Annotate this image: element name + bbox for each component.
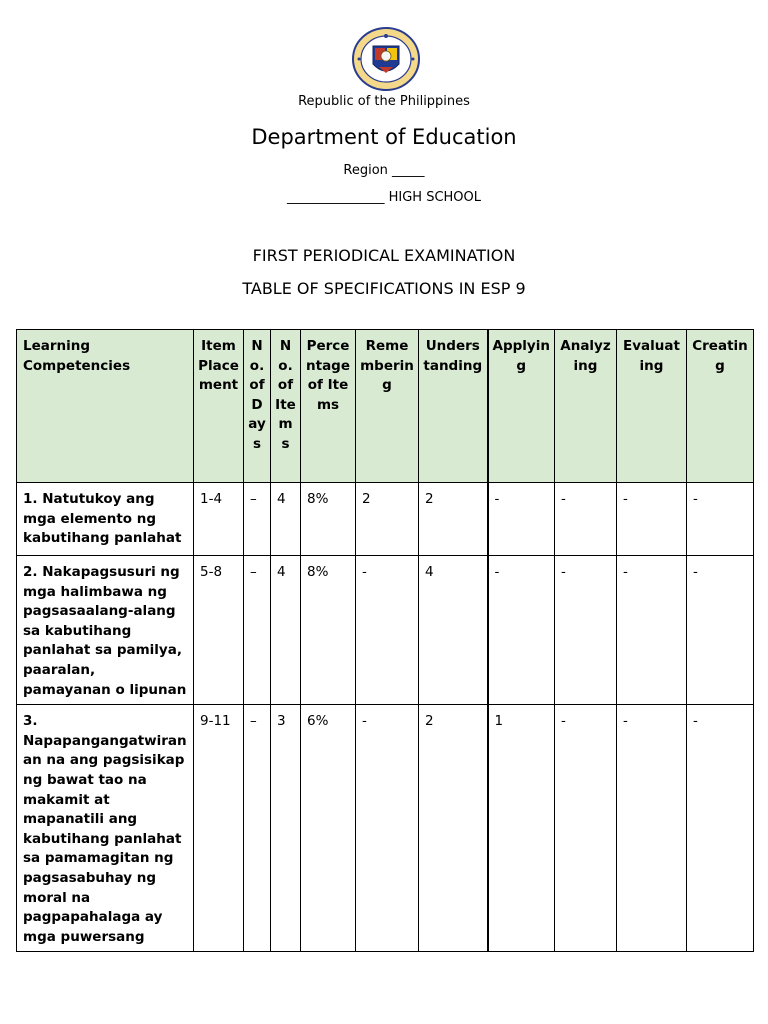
analyzing-cell: - (555, 705, 617, 952)
creating-cell: - (687, 705, 754, 952)
placement-cell: 5-8 (194, 556, 244, 705)
header-understanding: Understanding (419, 330, 488, 483)
analyzing-cell: - (555, 556, 617, 705)
competency-cell: 1. Natutukoy ang mga elemento ng kabutihang panlahat (17, 483, 194, 556)
exam-title: FIRST PERIODICAL EXAMINATION (252, 246, 516, 265)
days-cell: – (244, 556, 271, 705)
applying-cell: 1 (488, 705, 555, 952)
header-remembering: Remembering (356, 330, 419, 483)
header-no-of-days: No. of Days (244, 330, 271, 483)
header-applying: Applying (488, 330, 555, 483)
header-creating: Creating (687, 330, 754, 483)
header-item-placement: Item Placement (194, 330, 244, 483)
placement-cell: 1-4 (194, 483, 244, 556)
table-row (17, 705, 754, 952)
days-cell: – (244, 705, 271, 952)
table-row (17, 483, 754, 556)
header-analyzing: Analyzing (555, 330, 617, 483)
table-row (17, 556, 754, 705)
days-cell: – (244, 483, 271, 556)
evaluating-cell: - (617, 556, 687, 705)
table-header-row (17, 330, 754, 483)
header-percentage: Percentage of Items (301, 330, 356, 483)
understanding-cell: 2 (419, 483, 488, 556)
remembering-cell: 2 (356, 483, 419, 556)
percentage-cell: 6% (301, 705, 356, 952)
remembering-cell: - (356, 705, 419, 952)
specification-table (16, 329, 754, 952)
competency-cell: 2. Nakapagsusuri ng mga halimbawa ng pagsasaalang-alang sa kabutihang panlahat sa pamilya, paaralan, pamayanan o lipunan (17, 556, 194, 705)
header-evaluating: Evaluating (617, 330, 687, 483)
percentage-cell: 8% (301, 556, 356, 705)
items-cell: 4 (271, 483, 301, 556)
applying-cell: - (488, 556, 555, 705)
department-heading: Department of Education (251, 125, 517, 149)
applying-cell: - (488, 483, 555, 556)
creating-cell: - (687, 483, 754, 556)
understanding-cell: 4 (419, 556, 488, 705)
analyzing-cell: - (555, 483, 617, 556)
percentage-cell: 8% (301, 483, 356, 556)
items-cell: 3 (271, 705, 301, 952)
items-cell: 4 (271, 556, 301, 705)
placement-cell: 9-11 (194, 705, 244, 952)
evaluating-cell: - (617, 483, 687, 556)
region-line: Region _____ (343, 163, 425, 178)
understanding-cell: 2 (419, 705, 488, 952)
competency-cell: 3. Napapangangatwiranan na ang pagsisikap ng bawat tao na makamit at mapanatili ang kabutihang panlahat sa pamamagitan ng pagsasabuhay ng moral na pagpapahalaga ay mga puwersang (17, 705, 194, 952)
remembering-cell: - (356, 556, 419, 705)
deped-seal-logo (351, 26, 421, 92)
header-learning-competencies: Learning Competencies (17, 330, 194, 483)
school-line: _______________ HIGH SCHOOL (286, 190, 482, 205)
tos-title: TABLE OF SPECIFICATIONS IN ESP 9 (242, 279, 526, 298)
evaluating-cell: - (617, 705, 687, 952)
header-no-of-items: No. of Items (271, 330, 301, 483)
creating-cell: - (687, 556, 754, 705)
republic-heading: Republic of the Philippines (298, 94, 470, 109)
